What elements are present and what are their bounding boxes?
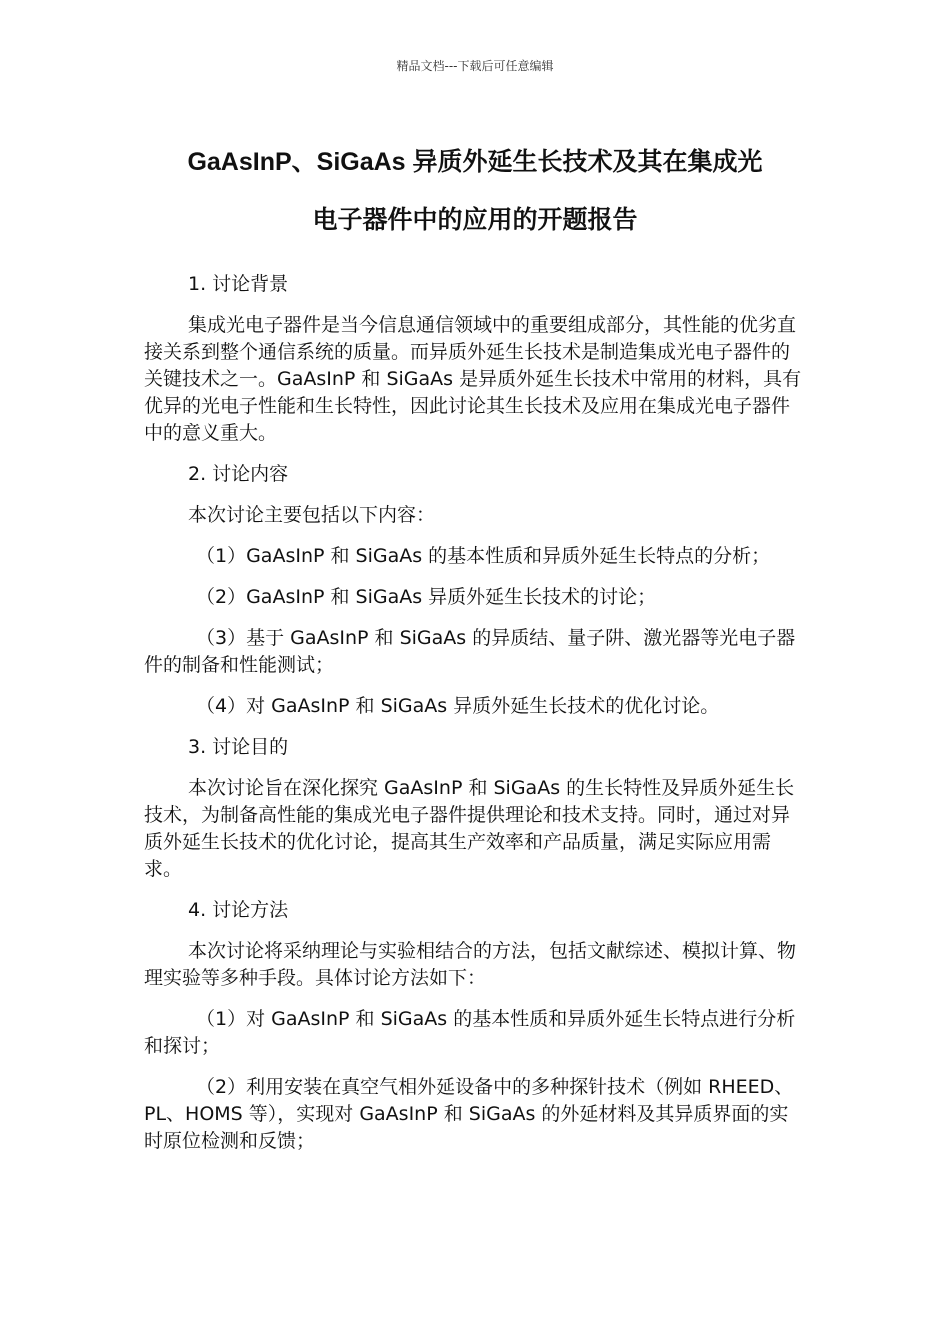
content-intro: 本次讨论主要包括以下内容：: [188, 504, 436, 526]
background-paragraph: 集成光电子器件是当今信息通信领域中的重要组成部分，其性能的优劣直接关系到整个通信系统的质量。而异质外延生长技术是制造集成光电子器件的关键技术之一。GaAsInP 和 SiGaAs 是异质外延生长技术中常用的材料，具有优异的光电子性能和生长特性，因此讨论其生长技术及应用在集成光电子器件中的意义重大。: [144, 314, 802, 444]
section-heading-method: 4. 讨论方法: [188, 899, 289, 921]
document-body: [144, 271, 804, 1169]
page-header: 精品文档---下载后可任意编辑: [396, 59, 554, 73]
method-item-1: （1）对 GaAsInP 和 SiGaAs 的基本性质和异质外延生长特点进行分析和探讨；: [144, 1008, 796, 1057]
title-line-1: GaAsInP、SiGaAs 异质外延生长技术及其在集成光: [187, 148, 763, 176]
method-item-2: （2）利用安装在真空气相外延设备中的多种探针技术（例如 RHEED、PL、HOMS 等），实现对 GaAsInP 和 SiGaAs 的外延材料及其异质界面的实时原位检测和反馈；: [144, 1076, 794, 1152]
content-item-2: （2）GaAsInP 和 SiGaAs 异质外延生长技术的讨论；: [196, 586, 657, 608]
title-line-2: 电子器件中的应用的开题报告: [312, 206, 638, 234]
content-item-3: （3）基于 GaAsInP 和 SiGaAs 的异质结、量子阱、激光器等光电子器件的制备和性能测试；: [144, 627, 796, 676]
section-heading-content: 2. 讨论内容: [188, 463, 289, 485]
section-heading-background: 1. 讨论背景: [188, 273, 289, 295]
document-title: [120, 133, 830, 249]
section-heading-purpose: 3. 讨论目的: [188, 736, 289, 758]
content-item-1: （1）GaAsInP 和 SiGaAs 的基本性质和异质外延生长特点的分析；: [196, 545, 771, 567]
method-intro: 本次讨论将采纳理论与实验相结合的方法，包括文献综述、模拟计算、物理实验等多种手段。具体讨论方法如下：: [144, 940, 797, 989]
purpose-paragraph: 本次讨论旨在深化探究 GaAsInP 和 SiGaAs 的生长特性及异质外延生长技术，为制备高性能的集成光电子器件提供理论和技术支持。同时，通过对异质外延生长技术的优化讨论，提高其生产效率和产品质量，满足实际应用需求。: [144, 777, 795, 880]
content-item-4: （4）对 GaAsInP 和 SiGaAs 异质外延生长技术的优化讨论。: [196, 695, 720, 717]
